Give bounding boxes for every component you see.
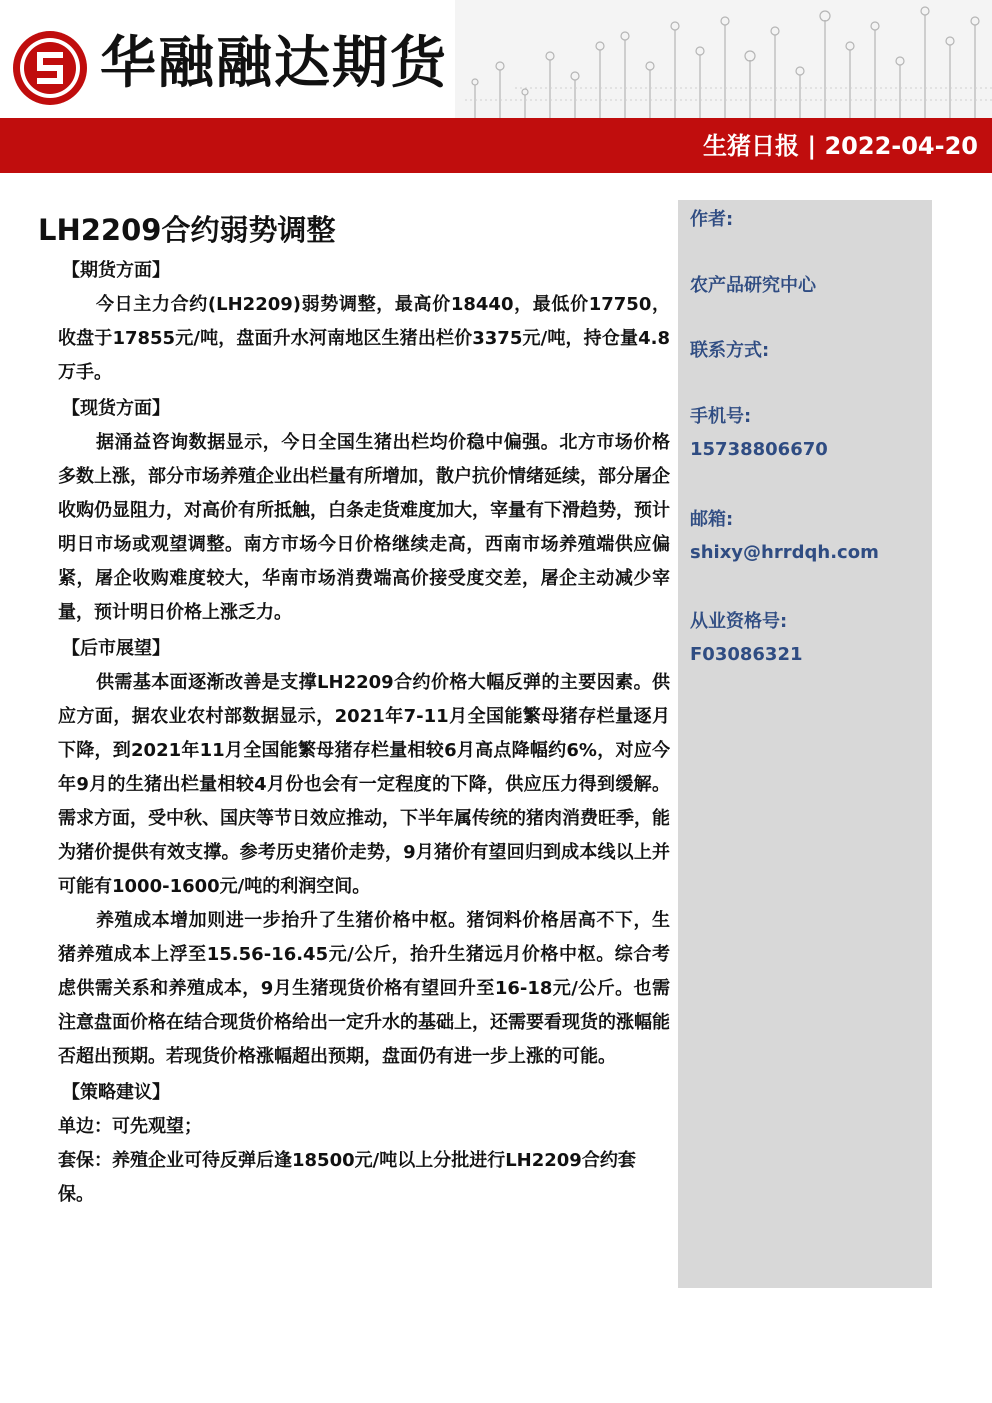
- company-name: 华融融达期货: [100, 31, 448, 96]
- license-label: 从业资格号:: [690, 611, 788, 632]
- author-sidebar: [678, 200, 932, 1288]
- header-decoration: [455, 0, 992, 118]
- report-header: [0, 0, 992, 175]
- section-heading-futures: 【期货方面】: [62, 260, 170, 281]
- contact-label: 联系方式:: [690, 340, 770, 361]
- email-label: 邮箱:: [690, 509, 734, 530]
- strategy-line-single: 单边：可先观望；: [58, 1116, 202, 1137]
- author-value: 农产品研究中心: [690, 275, 816, 296]
- author-label: 作者:: [690, 209, 734, 230]
- paragraph-outlook-1: 供需基本面逐渐改善是支撑LH2209合约价格大幅反弹的主要因素。供应方面，据农业农村部数据显示，2021年7-11月全国能繁母猪存栏量逐月下降，到2021年11月全国能繁母猪存栏量相较6月高点降幅约6%，对应今年9月的生猪出栏量相较4月份也会有一定程度的下降，供应压力得到缓解。需求方面，受中秋、国庆等节日效应推动，下半年属传统的猪肉消费旺季，能为猪价提供有效支撑。参考历史猪价走势，9月猪价有望回归到成本线以上并可能有1000-1600元/吨的利润空间。: [58, 672, 670, 897]
- paragraph-futures: 今日主力合约(LH2209)弱势调整，最高价18440，最低价17750，收盘于17855元/吨，盘面升水河南地区生猪出栏价3375元/吨，持仓量4.8万手。: [58, 294, 670, 383]
- paragraph-outlook-2: 养殖成本增加则进一步抬升了生猪价格中枢。猪饲料价格居高不下，生猪养殖成本上浮至15.56-16.45元/公斤，抬升生猪远月价格中枢。综合考虑供需关系和养殖成本，9月生猪现货价格有望回升至16-18元/公斤。也需注意盘面价格在结合现货价格给出一定升水的基础上，还需要看现货的涨幅能否超出预期。若现货价格涨幅超出预期，盘面仍有进一步上涨的可能。: [58, 910, 670, 1067]
- report-type-date: 生猪日报 | 2022-04-20: [703, 132, 978, 160]
- license-value: F03086321: [690, 644, 803, 665]
- email-value: shixy@hrrdqh.com: [690, 542, 879, 563]
- phone-value: 15738806670: [690, 439, 828, 460]
- section-heading-spot: 【现货方面】: [62, 398, 170, 419]
- report-title: LH2209合约弱势调整: [38, 213, 336, 247]
- paragraph-spot: 据涌益咨询数据显示，今日全国生猪出栏均价稳中偏强。北方市场价格多数上涨，部分市场养殖企业出栏量有所增加，散户抗价情绪延续，部分屠企收购仍显阻力，对高价有所抵触，白条走货难度加大，宰量有下滑趋势，预计明日市场或观望调整。南方市场今日价格继续走高，西南市场养殖端供应偏紧，屠企收购难度较大，华南市场消费端高价接受度交差，屠企主动减少宰量，预计明日价格上涨乏力。: [58, 432, 670, 623]
- report-body: [38, 208, 670, 1212]
- strategy-line-hedge: 套保：养殖企业可待反弹后逢18500元/吨以上分批进行LH2209合约套保。: [58, 1150, 636, 1205]
- company-logo-icon: [10, 28, 90, 108]
- section-heading-strategy: 【策略建议】: [62, 1082, 170, 1103]
- section-heading-outlook: 【后市展望】: [62, 638, 170, 659]
- phone-label: 手机号:: [690, 406, 752, 427]
